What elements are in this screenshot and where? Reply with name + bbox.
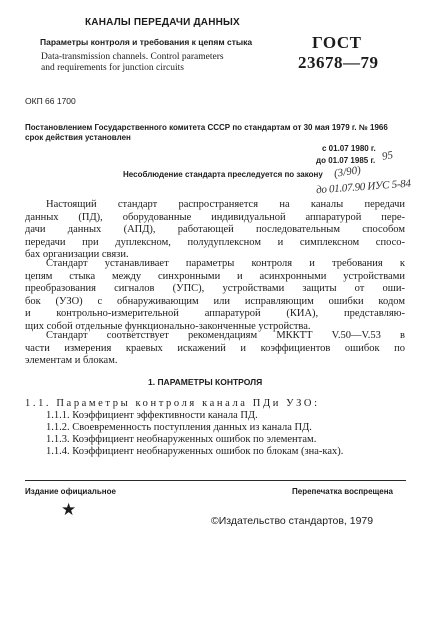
okp-code: ОКП 66 1700 [25, 96, 76, 106]
edition-notice: Издание официальное [25, 487, 116, 496]
footer-divider [25, 480, 406, 481]
violation-notice: Несоблюдение стандарта преследуется по закону [123, 170, 323, 179]
star-icon: ★ [61, 500, 77, 519]
clause-1-1-2: 1.1.2. Своевременность поступления данных из канала ПД. [46, 422, 312, 433]
paragraph-requirements [25, 258, 405, 333]
handwritten-note-3: до 01.07.90 ИУС 5-84 [315, 177, 411, 197]
decree-text: Постановлением Государственного комитета СССР по стандартам от 30 мая 1979 г. № 1966 срок действия установлен [25, 123, 388, 142]
paragraph-line: щих собой отдельные функционально-законченные устройства. [25, 320, 311, 332]
document-subtitle-en-line-1: Data-transmission channels. Control parameters [41, 52, 224, 62]
paragraph-line: элементам и блокам. [25, 355, 118, 366]
paragraph-line: Настоящий стандарт распространяется на каналы передачи [46, 199, 405, 210]
clause-1-1: 1.1. Параметры контроля канала ПДи УЗО: [25, 398, 320, 409]
gost-number: 23678—79 [298, 53, 379, 72]
validity-to-date: до 01.07 1985 г. [316, 156, 376, 165]
paragraph-scope [25, 199, 405, 262]
clause-1-1-1: 1.1.1. Коэффициент эффективности канала ПД. [46, 410, 258, 421]
document-subtitle-en-line-2: and requirements for junction circuits [41, 63, 184, 73]
paragraph-compliance [25, 330, 405, 368]
paragraph-line: бах организации связи. [25, 249, 129, 260]
gost-label: ГОСТ [312, 33, 362, 52]
paragraph-line: цепям стыка между синхронными и асинхронными устройствами [25, 270, 405, 282]
section-heading: 1. ПАРАМЕТРЫ КОНТРОЛЯ [148, 377, 263, 387]
clause-1-1-3: 1.1.3. Коэффициент необнаруженных ошибок по элементам. [46, 434, 317, 445]
reprint-notice: Перепечатка воспрещена [292, 487, 393, 496]
paragraph-line: передачи при дуплексном, полудуплексном и симплексном спосо- [25, 236, 405, 248]
copyright: ©Издательство стандартов, 1979 [211, 515, 374, 527]
handwritten-note-1: 95 [381, 149, 394, 163]
validity-from-date: с 01.07 1980 г. [322, 144, 376, 153]
handwritten-note-2: (3/90) [333, 164, 362, 180]
clause-1-1-4: 1.1.4. Коэффициент необнаруженных ошибок по блокам (зна-ках). [46, 446, 344, 457]
paragraph-line: бок (УЗО) с обнаруживающим или исправляющим ошибки кодом [25, 295, 405, 307]
paragraph-line: части измерения краевых искажений и коэффициентов ошибок по [25, 342, 405, 354]
paragraph-line: дачи данных (АПД), работающей последовательным способом [25, 224, 405, 235]
paragraph-line: и контрольно-измерительной аппаратурой (КИА), представляю- [25, 308, 405, 319]
document-title: КАНАЛЫ ПЕРЕДАЧИ ДАННЫХ [85, 17, 240, 28]
paragraph-line: данных (ПД), оборудованные индивидуальной аппаратурой пере- [25, 211, 405, 223]
document-subtitle-ru: Параметры контроля и требования к цепям стыка [40, 37, 253, 47]
paragraph-line: преобразования сигналов (УПС), устройствами защиты от оши- [25, 283, 405, 294]
paragraph-line: Стандарт устанавливает параметры контроля и требования к [46, 258, 405, 269]
paragraph-line: Стандарт соответствует рекомендациям МККТТ V.50—V.53 в [46, 330, 405, 341]
